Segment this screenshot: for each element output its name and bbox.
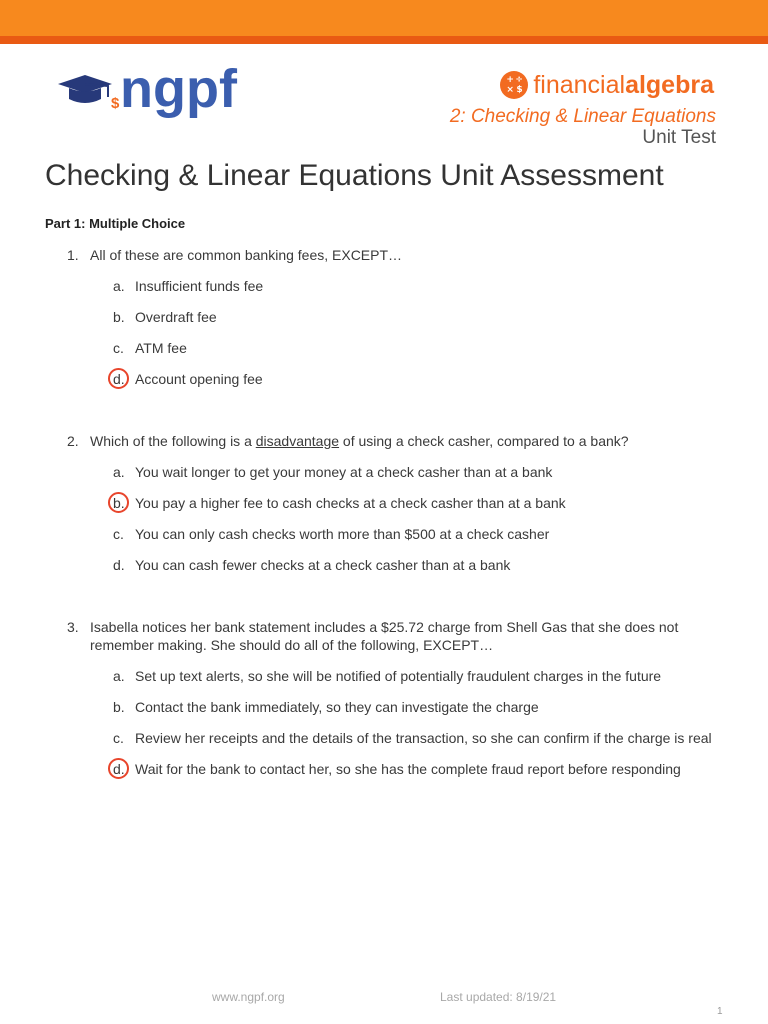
option-letter xyxy=(113,698,125,716)
ngpf-dollar-symbol: $ xyxy=(111,95,120,112)
financial-algebra-wordmark-bold: algebra xyxy=(625,71,714,99)
question-number: 3. xyxy=(67,619,79,635)
option-text: You pay a higher fee to cash checks at a check casher than at a bank xyxy=(135,495,566,511)
answer-circle xyxy=(108,368,129,389)
answer-circle xyxy=(108,492,129,513)
option-text: Contact the bank immediately, so they can investigate the charge xyxy=(135,699,539,715)
option-text: You can cash fewer checks at a check casher than at a bank xyxy=(135,557,511,573)
question-3 xyxy=(45,618,745,778)
option-text: Overdraft fee xyxy=(135,309,217,325)
graduation-cap-icon xyxy=(58,75,112,103)
header-bar-stripe xyxy=(0,36,768,44)
answer-option-b xyxy=(45,494,745,512)
option-text: Set up text alerts, so she will be notified of potentially fraudulent charges in the future xyxy=(135,668,662,684)
option-letter-text: a. xyxy=(113,278,125,294)
option-letter xyxy=(113,339,124,357)
question-prompt xyxy=(45,618,745,654)
question-number: 2. xyxy=(67,433,79,449)
ngpf-wordmark: ngpf xyxy=(120,66,237,119)
header-bar xyxy=(0,0,768,36)
answer-option-d xyxy=(45,556,745,574)
option-letter xyxy=(113,667,125,685)
option-letter xyxy=(113,760,125,778)
option-letter xyxy=(113,525,124,543)
option-text: Account opening fee xyxy=(135,371,263,387)
option-text: Insufficient funds fee xyxy=(135,278,264,294)
option-letter-text: a. xyxy=(113,464,125,480)
question-text: All of these are common banking fees, EXCEPT… xyxy=(90,247,403,263)
answer-option-b xyxy=(45,308,745,326)
option-text: You can only cash checks worth more than $500 at a check casher xyxy=(135,526,550,542)
question-prompt xyxy=(45,432,745,450)
answer-option-c xyxy=(45,339,745,357)
answer-option-c xyxy=(45,525,745,543)
question-prompt xyxy=(45,246,745,264)
multiply-glyph: × xyxy=(506,85,514,95)
dollar-glyph: $ xyxy=(516,85,523,95)
question-2 xyxy=(45,432,745,574)
page-number: 1 xyxy=(717,1006,723,1017)
assessment-content xyxy=(45,158,745,778)
question-text-after: of using a check casher, compared to a bank? xyxy=(339,433,629,449)
option-text: Wait for the bank to contact her, so she has the complete fraud report before responding xyxy=(135,761,681,777)
option-letter-text: b. xyxy=(113,699,125,715)
option-letter-text: d. xyxy=(113,557,125,573)
page-title: Checking & Linear Equations Unit Assessment xyxy=(45,159,664,192)
financial-algebra-logo xyxy=(500,70,714,100)
answer-option-a xyxy=(45,667,745,685)
option-text: You wait longer to get your money at a check casher than at a bank xyxy=(135,464,553,480)
option-letter xyxy=(113,556,125,574)
answer-option-c xyxy=(45,729,745,747)
option-letter xyxy=(113,729,124,747)
option-letter-text: d. xyxy=(113,371,125,387)
option-letter xyxy=(113,463,125,481)
document-type-label: Unit Test xyxy=(642,127,716,148)
financial-algebra-wordmark-light: financial xyxy=(533,71,626,99)
option-letter xyxy=(113,277,125,295)
answer-option-b xyxy=(45,698,745,716)
option-letter-text: b. xyxy=(113,309,125,325)
option-letter xyxy=(113,370,125,388)
footer-last-updated: Last updated: 8/19/21 xyxy=(440,990,557,1004)
unit-label: 2: Checking & Linear Equations xyxy=(449,106,716,127)
math-symbols-icon xyxy=(500,71,528,99)
answer-option-d xyxy=(45,760,745,778)
option-letter xyxy=(113,494,125,512)
option-letter xyxy=(113,308,125,326)
answer-option-a xyxy=(45,277,745,295)
ngpf-logo xyxy=(56,66,246,126)
part-heading: Part 1: Multiple Choice xyxy=(45,216,186,231)
option-letter-text: c. xyxy=(113,526,124,542)
question-number: 1. xyxy=(67,247,79,263)
plus-glyph: + xyxy=(506,75,514,85)
answer-option-a xyxy=(45,463,745,481)
question-text-underlined: disadvantage xyxy=(255,433,340,449)
option-letter-text: c. xyxy=(113,730,124,746)
option-letter-text: a. xyxy=(113,668,125,684)
option-letter-text: b. xyxy=(113,495,125,511)
answer-option-d xyxy=(45,370,745,388)
question-text xyxy=(90,432,745,450)
option-letter-text: c. xyxy=(113,340,124,356)
divide-glyph: ÷ xyxy=(515,75,523,85)
question-text: Isabella notices her bank statement includes a $25.72 charge from Shell Gas that she does not remember making. She should do all of the following, EXCEPT… xyxy=(90,619,679,653)
option-text: Review her receipts and the details of the transaction, so she can confirm if the charge is real xyxy=(135,730,712,746)
answer-circle xyxy=(108,758,129,779)
question-1 xyxy=(45,246,745,388)
ngpf-logo-graphic xyxy=(56,66,246,126)
footer-website: www.ngpf.org xyxy=(212,990,285,1004)
question-text-before: Which of the following is a xyxy=(90,433,256,449)
option-letter-text: d. xyxy=(113,761,125,777)
option-text: ATM fee xyxy=(135,340,187,356)
